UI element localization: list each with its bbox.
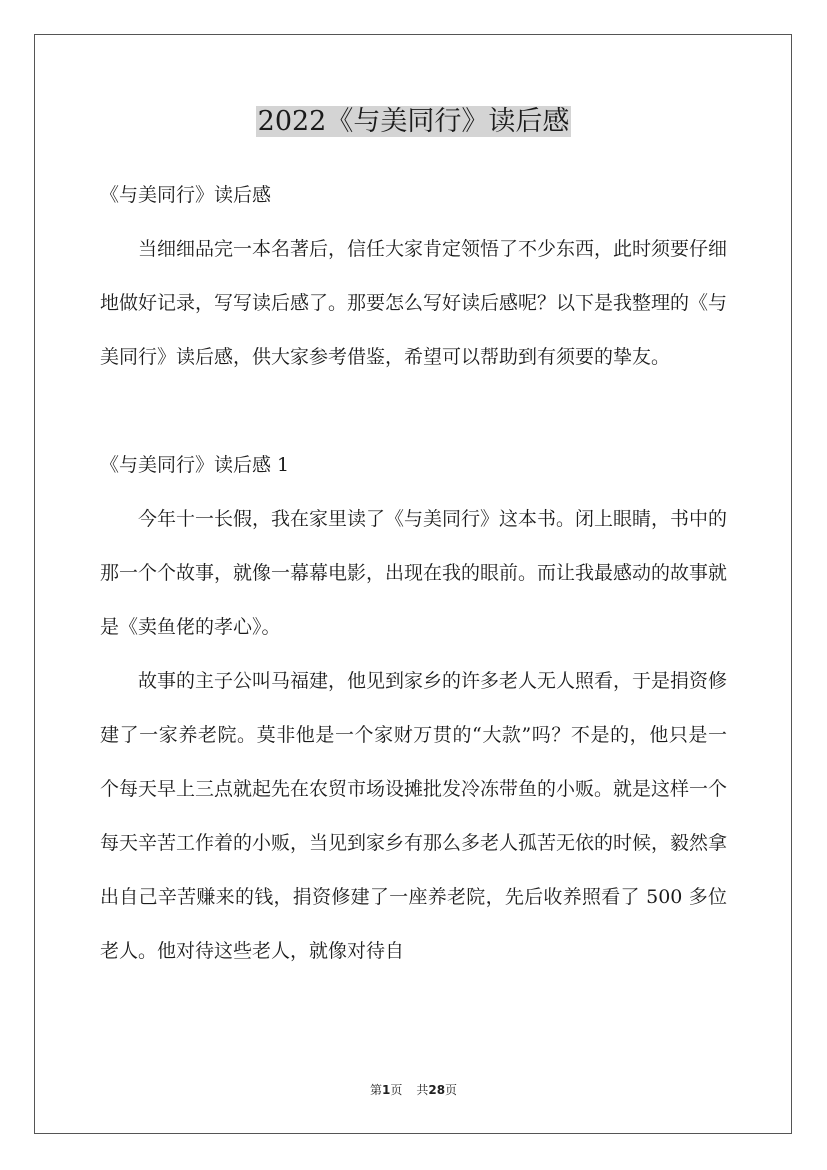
footer-page-number: 1 [381, 1083, 391, 1097]
section1-paragraph-1: 今年十一长假，我在家里读了《与美同行》这本书。闭上眼睛，书中的那一个个故事，就像一幕幕电影，出现在我的眼前。而让我最感动的故事就是《卖鱼佬的孝心》。 [100, 508, 728, 638]
footer-total-suffix: 页 [445, 1083, 458, 1097]
footer-page-prefix: 第 [369, 1083, 382, 1097]
document-title-text: 2022《与美同行》读后感 [257, 106, 570, 137]
section-gap [100, 384, 727, 438]
document-title [0, 100, 827, 144]
footer-total-pages: 28 [428, 1083, 446, 1097]
intro-heading: 《与美同行》读后感 [100, 184, 272, 206]
section1-paragraph-2: 故事的主子公叫马福建，他见到家乡的许多老人无人照看，于是捐资修建了一家养老院。莫非他是一个家财万贯的“大款”吗？不是的，他只是一个每天早上三点就起先在农贸市场设摊批发冷冻带鱼的小贩。就是这样一个每天辛苦工作着的小贩，当见到家乡有那么多老人孤苦无依的时候，毅然拿出自己辛苦赚来的钱，捐资修建了一座养老院，先后收养照看了 500 多位老人。他对待这些老人，就像对待自 [100, 670, 728, 962]
footer-total-prefix: 共 [416, 1083, 429, 1097]
page-footer [0, 1081, 827, 1099]
section1-heading: 《与美同行》读后感 1 [100, 454, 290, 476]
document-body [100, 168, 727, 978]
footer-page-suffix: 页 [390, 1083, 403, 1097]
intro-paragraph: 当细细品完一本名著后，信任大家肯定领悟了不少东西，此时须要仔细地做好记录，写写读后感了。那要怎么写好读后感呢？以下是我整理的《与美同行》读后感，供大家参考借鉴，希望可以帮助到有须要的挚友。 [100, 238, 728, 368]
